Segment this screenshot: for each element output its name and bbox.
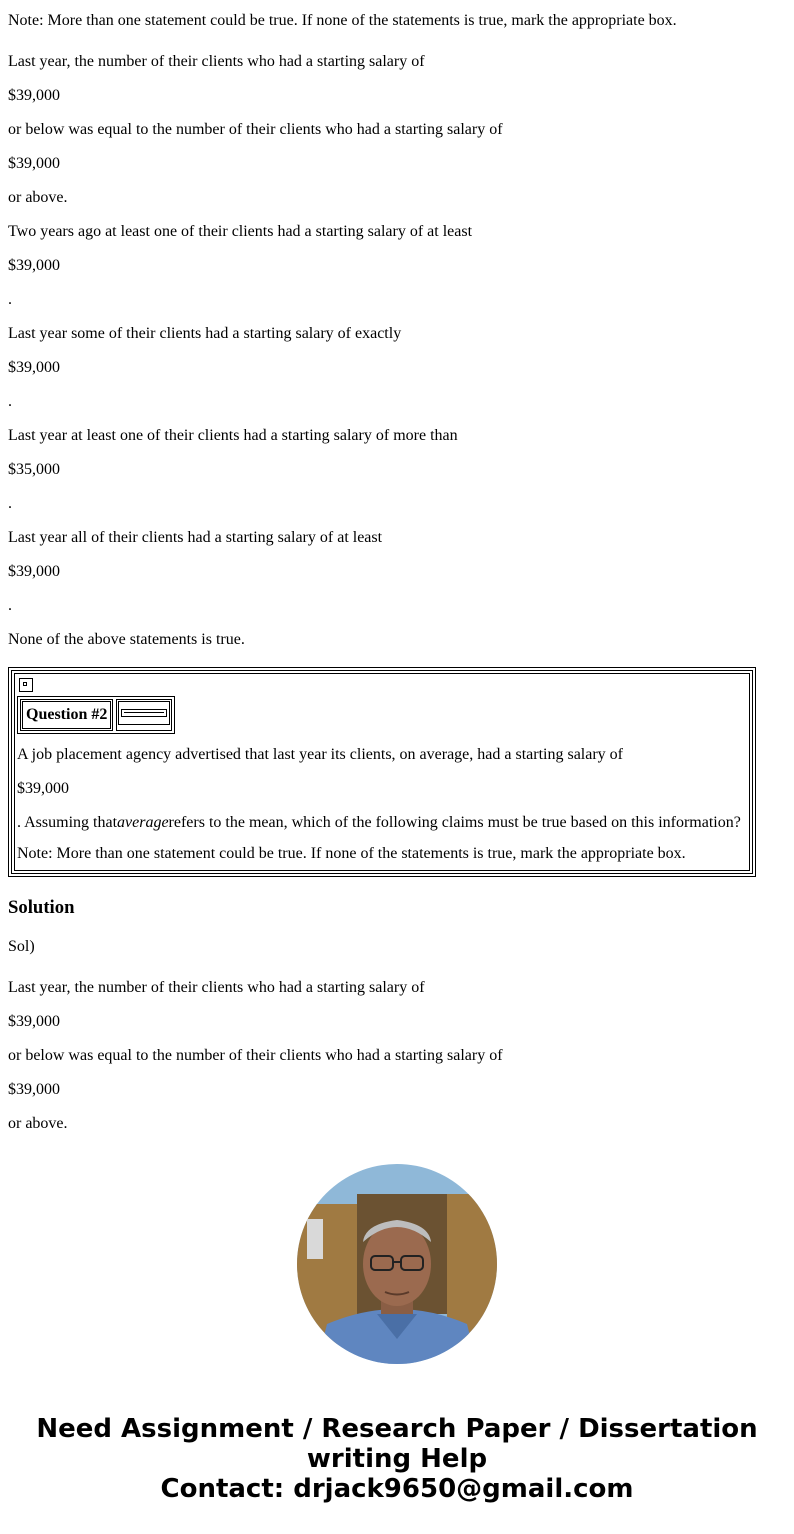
option-text: Last year at least one of their clients had a starting salary of more than — [8, 427, 458, 444]
question-table — [8, 667, 756, 877]
solution-line: or below was equal to the number of their clients who had a starting salary of — [8, 1047, 503, 1064]
question-header-row — [17, 696, 175, 734]
question-label-cell — [20, 699, 113, 731]
option-text: . — [8, 495, 12, 512]
option-text: $39,000 — [8, 257, 60, 274]
option-text: $39,000 — [8, 359, 60, 376]
option-text: $39,000 — [8, 563, 60, 580]
question-prompt: . Assuming that average refers to the mean, which of the following claims must be true based on this information? — [17, 814, 741, 831]
cta-line: writing Help — [306, 1444, 488, 1474]
option-text: $35,000 — [8, 461, 60, 478]
question-text: A job placement agency advertised that last year its clients, on average, had a starting salary of — [17, 746, 623, 763]
option-text: or above. — [8, 189, 68, 206]
contact-email[interactable]: Contact: drjack9650@gmail.com — [160, 1474, 634, 1504]
option-text: Last year some of their clients had a starting salary of exactly — [8, 325, 402, 342]
option-text: . — [8, 597, 12, 614]
solution-heading: Solution — [8, 897, 75, 918]
document-body — [0, 11, 794, 1141]
question-label: Question #2 — [22, 701, 111, 729]
solution-line: $39,000 — [8, 1013, 60, 1030]
cta-line: Need Assignment / Research Paper / Dissertation — [36, 1414, 758, 1444]
option-text: Last year, the number of their clients who had a starting salary of — [8, 53, 425, 70]
option-text: Last year all of their clients had a starting salary of at least — [8, 529, 383, 546]
solution-body — [8, 937, 786, 1141]
author-avatar — [297, 1164, 497, 1364]
solution-line: Sol) — [8, 938, 35, 955]
option-text: or below was equal to the number of their clients who had a starting salary of — [8, 121, 503, 138]
expand-icon[interactable] — [19, 678, 33, 692]
question-value: $39,000 — [17, 780, 69, 797]
emphasis-average: average — [117, 814, 169, 831]
question-cell — [14, 673, 750, 871]
option-text: . — [8, 291, 12, 308]
option-text: Two years ago at least one of their clients had a starting salary of at least — [8, 223, 473, 240]
option-text: . — [8, 393, 12, 410]
solution-line: Last year, the number of their clients who had a starting salary of — [8, 979, 425, 996]
top-note: Note: More than one statement could be true. If none of the statements is true, mark the appropriate box. — [8, 12, 677, 29]
option-text: None of the above statements is true. — [8, 631, 245, 648]
question-note: Note: More than one statement could be true. If none of the statements is true, mark the appropriate box. — [17, 845, 686, 862]
collapse-button[interactable] — [118, 701, 170, 725]
toolbar-cell — [116, 699, 172, 731]
avatar-portrait — [297, 1164, 497, 1364]
bar-icon — [121, 709, 167, 717]
solution-line: or above. — [8, 1115, 68, 1132]
solution-line: $39,000 — [8, 1081, 60, 1098]
option-text: $39,000 — [8, 155, 60, 172]
answer-options — [8, 45, 786, 657]
contact-banner — [0, 1414, 794, 1504]
option-text: $39,000 — [8, 87, 60, 104]
question-inner-table — [11, 670, 753, 874]
